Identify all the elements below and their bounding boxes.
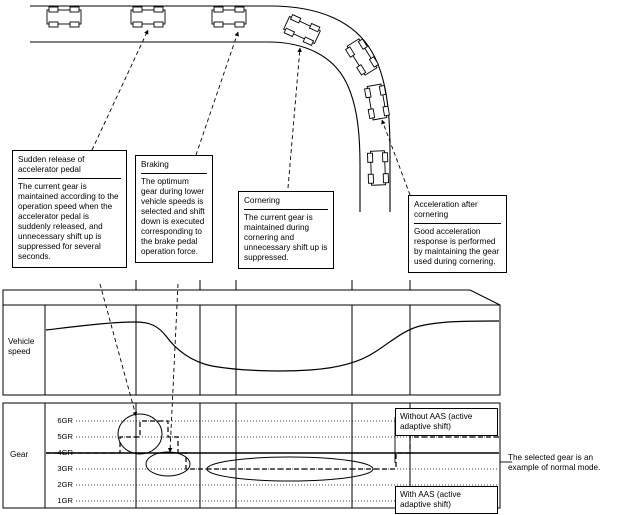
vehicle-speed-curve — [46, 321, 499, 371]
leader-braking — [196, 32, 238, 155]
legend-without-aas — [395, 408, 498, 436]
selected-gear-note — [508, 453, 614, 473]
vehicle-icon-1 — [47, 7, 81, 27]
gear-tick-3gr-text: 3GR — [57, 464, 73, 473]
gear-tick-4gr — [47, 449, 73, 457]
legend-without-aas-line1: Without AAS (active — [400, 412, 473, 421]
callout-sudden-release-body: The current gear is maintained according to the operation speed when the accelerator pedal is suddenly released, and unnecessary shift up is suppressed for several seconds. — [18, 182, 119, 261]
ellipse-braking — [146, 452, 190, 476]
vehicle-icon-4 — [282, 14, 321, 46]
callout-acceleration-after-cornering — [408, 195, 507, 273]
selected-gear-note-line1: The selected gear is an — [508, 453, 594, 462]
gear-tick-5gr — [47, 433, 73, 441]
callout-braking-title: Braking — [141, 160, 207, 174]
vehicle-speed-axis-label-line2: speed — [8, 346, 31, 356]
gear-highlight-ellipses — [118, 414, 373, 481]
vehicle-icon-2 — [131, 7, 165, 27]
callout-sudden-release — [12, 150, 127, 268]
leader-cornering — [288, 48, 300, 188]
vehicle-speed-axis-label — [8, 337, 44, 357]
legend-without-aas-line2: adaptive shift) — [400, 422, 451, 431]
vehicle-icon-5 — [345, 37, 380, 76]
gear-callout-connectors — [100, 284, 178, 452]
callout-sudden-release-title: Sudden release of accelerator pedal — [18, 155, 121, 179]
connector-sudden-release-gear — [100, 284, 136, 416]
gear-tick-5gr-text: 5GR — [57, 432, 73, 441]
callout-braking-body: The optimum gear during lower vehicle speeds is selected and shift down is executed corresponding to the brake pedal operation force. — [141, 177, 205, 256]
gear-tick-3gr — [47, 465, 73, 473]
selected-gear-note-line2: example of normal mode. — [508, 463, 601, 472]
callout-acceleration-body: Good acceleration response is performed by maintaining the gear used during cornering. — [414, 227, 500, 266]
legend-with-aas-line2: adaptive shift) — [400, 500, 451, 509]
gear-axis-label — [10, 450, 44, 460]
legend-with-aas — [395, 486, 498, 514]
leader-sudden-release — [92, 30, 148, 150]
callout-cornering-body: The current gear is maintained during cornering and unnecessary shift up is suppressed. — [244, 213, 328, 262]
callout-acceleration-title: Acceleration after cornering — [414, 200, 501, 224]
gear-axis-label-text: Gear — [10, 450, 29, 459]
callout-braking — [135, 155, 213, 263]
vehicle-icon-7 — [367, 151, 388, 186]
gear-tick-1gr — [47, 497, 73, 505]
gear-tick-6gr-text: 6GR — [57, 416, 73, 425]
vehicle-icon-6 — [364, 84, 390, 121]
callout-cornering — [238, 191, 334, 269]
gear-tick-2gr-text: 2GR — [57, 480, 73, 489]
vehicle-icon-3 — [212, 7, 246, 27]
vehicle-speed-panel — [3, 305, 500, 395]
legend-with-aas-line1: With AAS (active — [400, 490, 461, 499]
gear-tick-4gr-text: 4GR — [57, 448, 73, 457]
gear-tick-6gr — [47, 417, 73, 425]
callout-cornering-title: Cornering — [244, 196, 328, 210]
scene-band — [3, 280, 500, 305]
gear-tick-1gr-text: 1GR — [57, 496, 73, 505]
gear-tick-2gr — [47, 481, 73, 489]
connector-braking-gear — [170, 284, 178, 452]
vehicle-speed-axis-label-line1: Vehicle — [8, 337, 35, 346]
